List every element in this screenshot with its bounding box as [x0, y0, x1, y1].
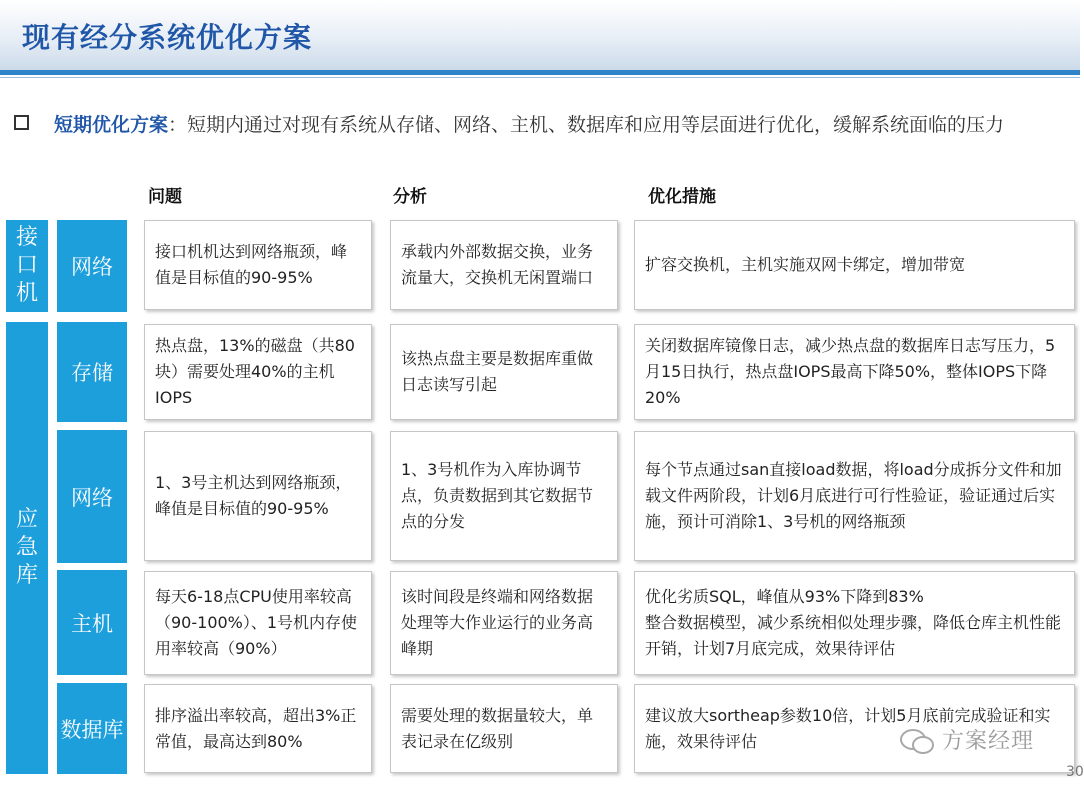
- group-label-interface: 接口机: [6, 220, 48, 312]
- problem-cell: 接口机机达到网络瓶颈，峰值是目标值的90-95%: [144, 220, 372, 310]
- intro-text: ：短期内通过对现有系统从存储、网络、主机、数据库和应用等层面进行优化，缓解系统面临的压力: [168, 114, 1005, 136]
- group-label-emergency: 应急库: [6, 322, 48, 774]
- analysis-cell: 承载内外部数据交换，业务流量大，交换机无闲置端口: [390, 220, 618, 310]
- measure-cell: 优化劣质SQL，峰值从93%下降到83% 整合数据模型，减少系统相似处理步骤，降低仓库主机性能开销，计划7月底完成，效果待评估: [634, 571, 1075, 675]
- page-title: 现有经分系统优化方案: [22, 21, 313, 54]
- wechat-icon: [900, 727, 934, 753]
- category-database: 数据库: [57, 683, 127, 774]
- title-underline-thin: [0, 77, 1080, 78]
- analysis-cell: 该时间段是终端和网络数据处理等大作业运行的业务高峰期: [390, 571, 618, 675]
- problem-cell: 1、3号主机达到网络瓶颈，峰值是目标值的90-95%: [144, 431, 372, 561]
- watermark: [900, 724, 1034, 755]
- checkbox-bullet-icon: [14, 115, 29, 130]
- column-header-measure: 优化措施: [648, 187, 716, 207]
- category-storage: 存储: [57, 322, 127, 422]
- problem-cell: 热点盘，13%的磁盘（共80块）需要处理40%的主机IOPS: [144, 324, 372, 420]
- analysis-cell: 需要处理的数据量较大，单表记录在亿级别: [390, 684, 618, 773]
- measure-cell: 扩容交换机，主机实施双网卡绑定，增加带宽: [634, 220, 1075, 310]
- intro-key: 短期优化方案: [54, 114, 169, 136]
- watermark-text: 方案经理: [942, 729, 1035, 754]
- category-network: 网络: [57, 430, 127, 563]
- page-number: 30: [1066, 764, 1084, 780]
- problem-cell: 每天6-18点CPU使用率较高（90-100%）、1号机内存使用率较高（90%）: [144, 571, 372, 675]
- problem-cell: 排序溢出率较高，超出3%正常值，最高达到80%: [144, 684, 372, 773]
- measure-cell: 建议放大sortheap参数10倍，计划5月底前完成验证和实施，效果待评估: [634, 684, 1075, 773]
- analysis-cell: 该热点盘主要是数据库重做日志读写引起: [390, 324, 618, 420]
- intro-paragraph: [54, 107, 1064, 143]
- category-host: 主机: [57, 570, 127, 675]
- column-header-analysis: 分析: [393, 187, 427, 207]
- measure-cell: 关闭数据库镜像日志，减少热点盘的数据库日志写压力，5月15日执行，热点盘IOPS最高下降50%，整体IOPS下降20%: [634, 324, 1075, 420]
- column-header-problem: 问题: [148, 187, 182, 207]
- title-underline: [0, 70, 1080, 75]
- category-network: 网络: [57, 220, 127, 312]
- measure-cell: 每个节点通过san直接load数据，将load分成拆分文件和加载文件两阶段，计划6月底进行可行性验证，验证通过后实施，预计可消除1、3号机的网络瓶颈: [634, 431, 1075, 561]
- analysis-cell: 1、3号机作为入库协调节点，负责数据到其它数据节点的分发: [390, 431, 618, 561]
